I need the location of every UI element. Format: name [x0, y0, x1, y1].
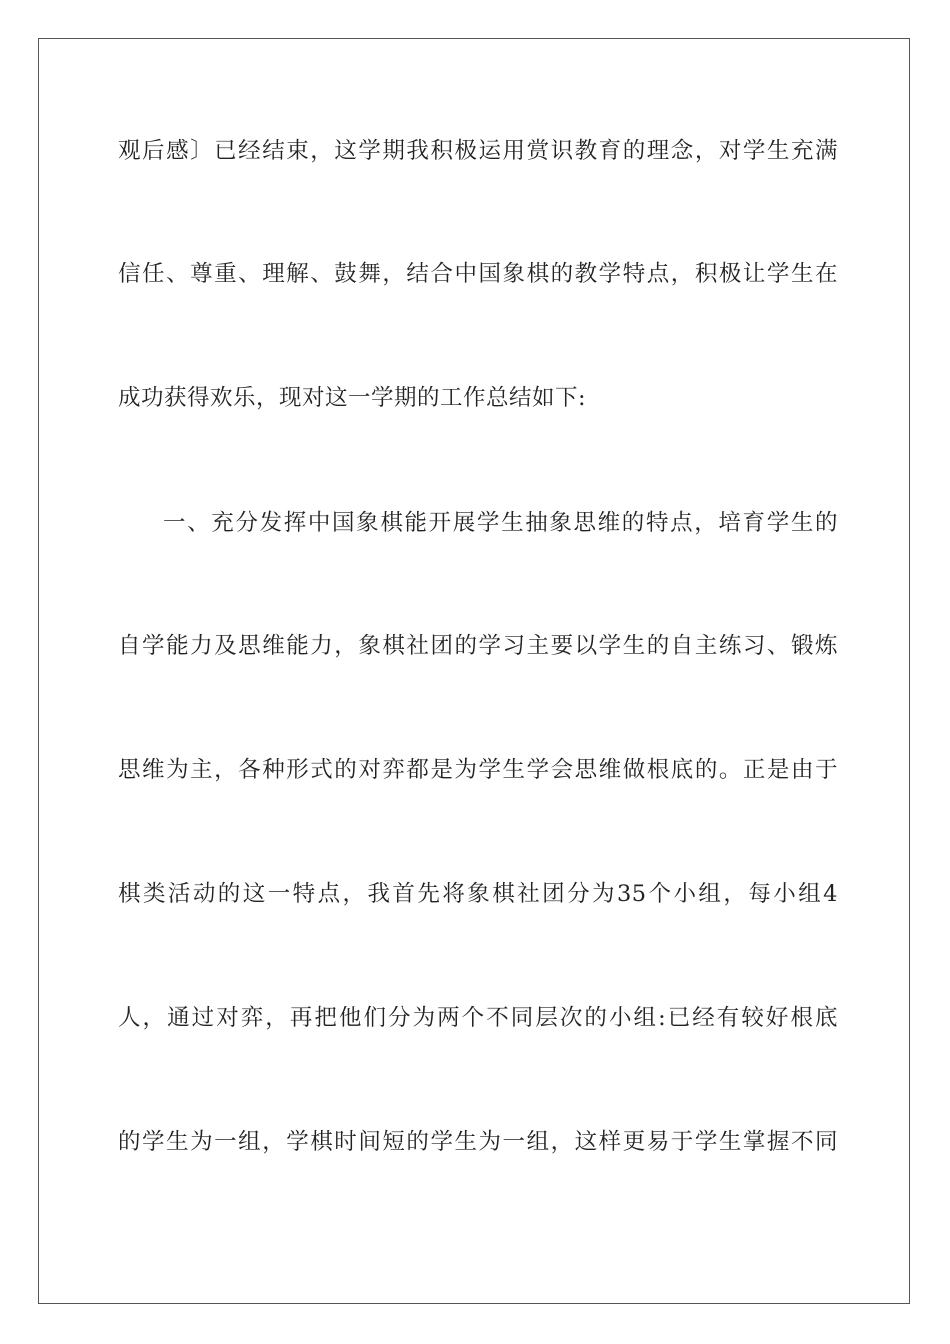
paragraph-line-1: 观后感〕已经结束，这学期我积极运用赏识教育的理念，对学生充满	[118, 138, 838, 164]
paragraph-line-3: 成功获得欢乐，现对这一学期的工作总结如下:	[118, 385, 587, 411]
paragraph-line-4: 一、充分发挥中国象棋能开展学生抽象思维的特点，培育学生的	[163, 510, 838, 536]
paragraph-line-2: 信任、尊重、理解、鼓舞，结合中国象棋的教学特点，积极让学生在	[118, 261, 838, 287]
paragraph-line-7: 棋类活动的这一特点，我首先将象棋社团分为35个小组，每小组4	[118, 881, 838, 907]
paragraph-line-6: 思维为主，各种形式的对弈都是为学生学会思维做根底的。正是由于	[118, 757, 838, 783]
paragraph-line-8: 人，通过对弈，再把他们分为两个不同层次的小组:已经有较好根底	[118, 1005, 838, 1031]
paragraph-line-9: 的学生为一组，学棋时间短的学生为一组，这样更易于学生掌握不同	[118, 1129, 838, 1155]
page-border	[38, 38, 910, 1304]
paragraph-line-5: 自学能力及思维能力，象棋社团的学习主要以学生的自主练习、锻炼	[118, 633, 838, 659]
